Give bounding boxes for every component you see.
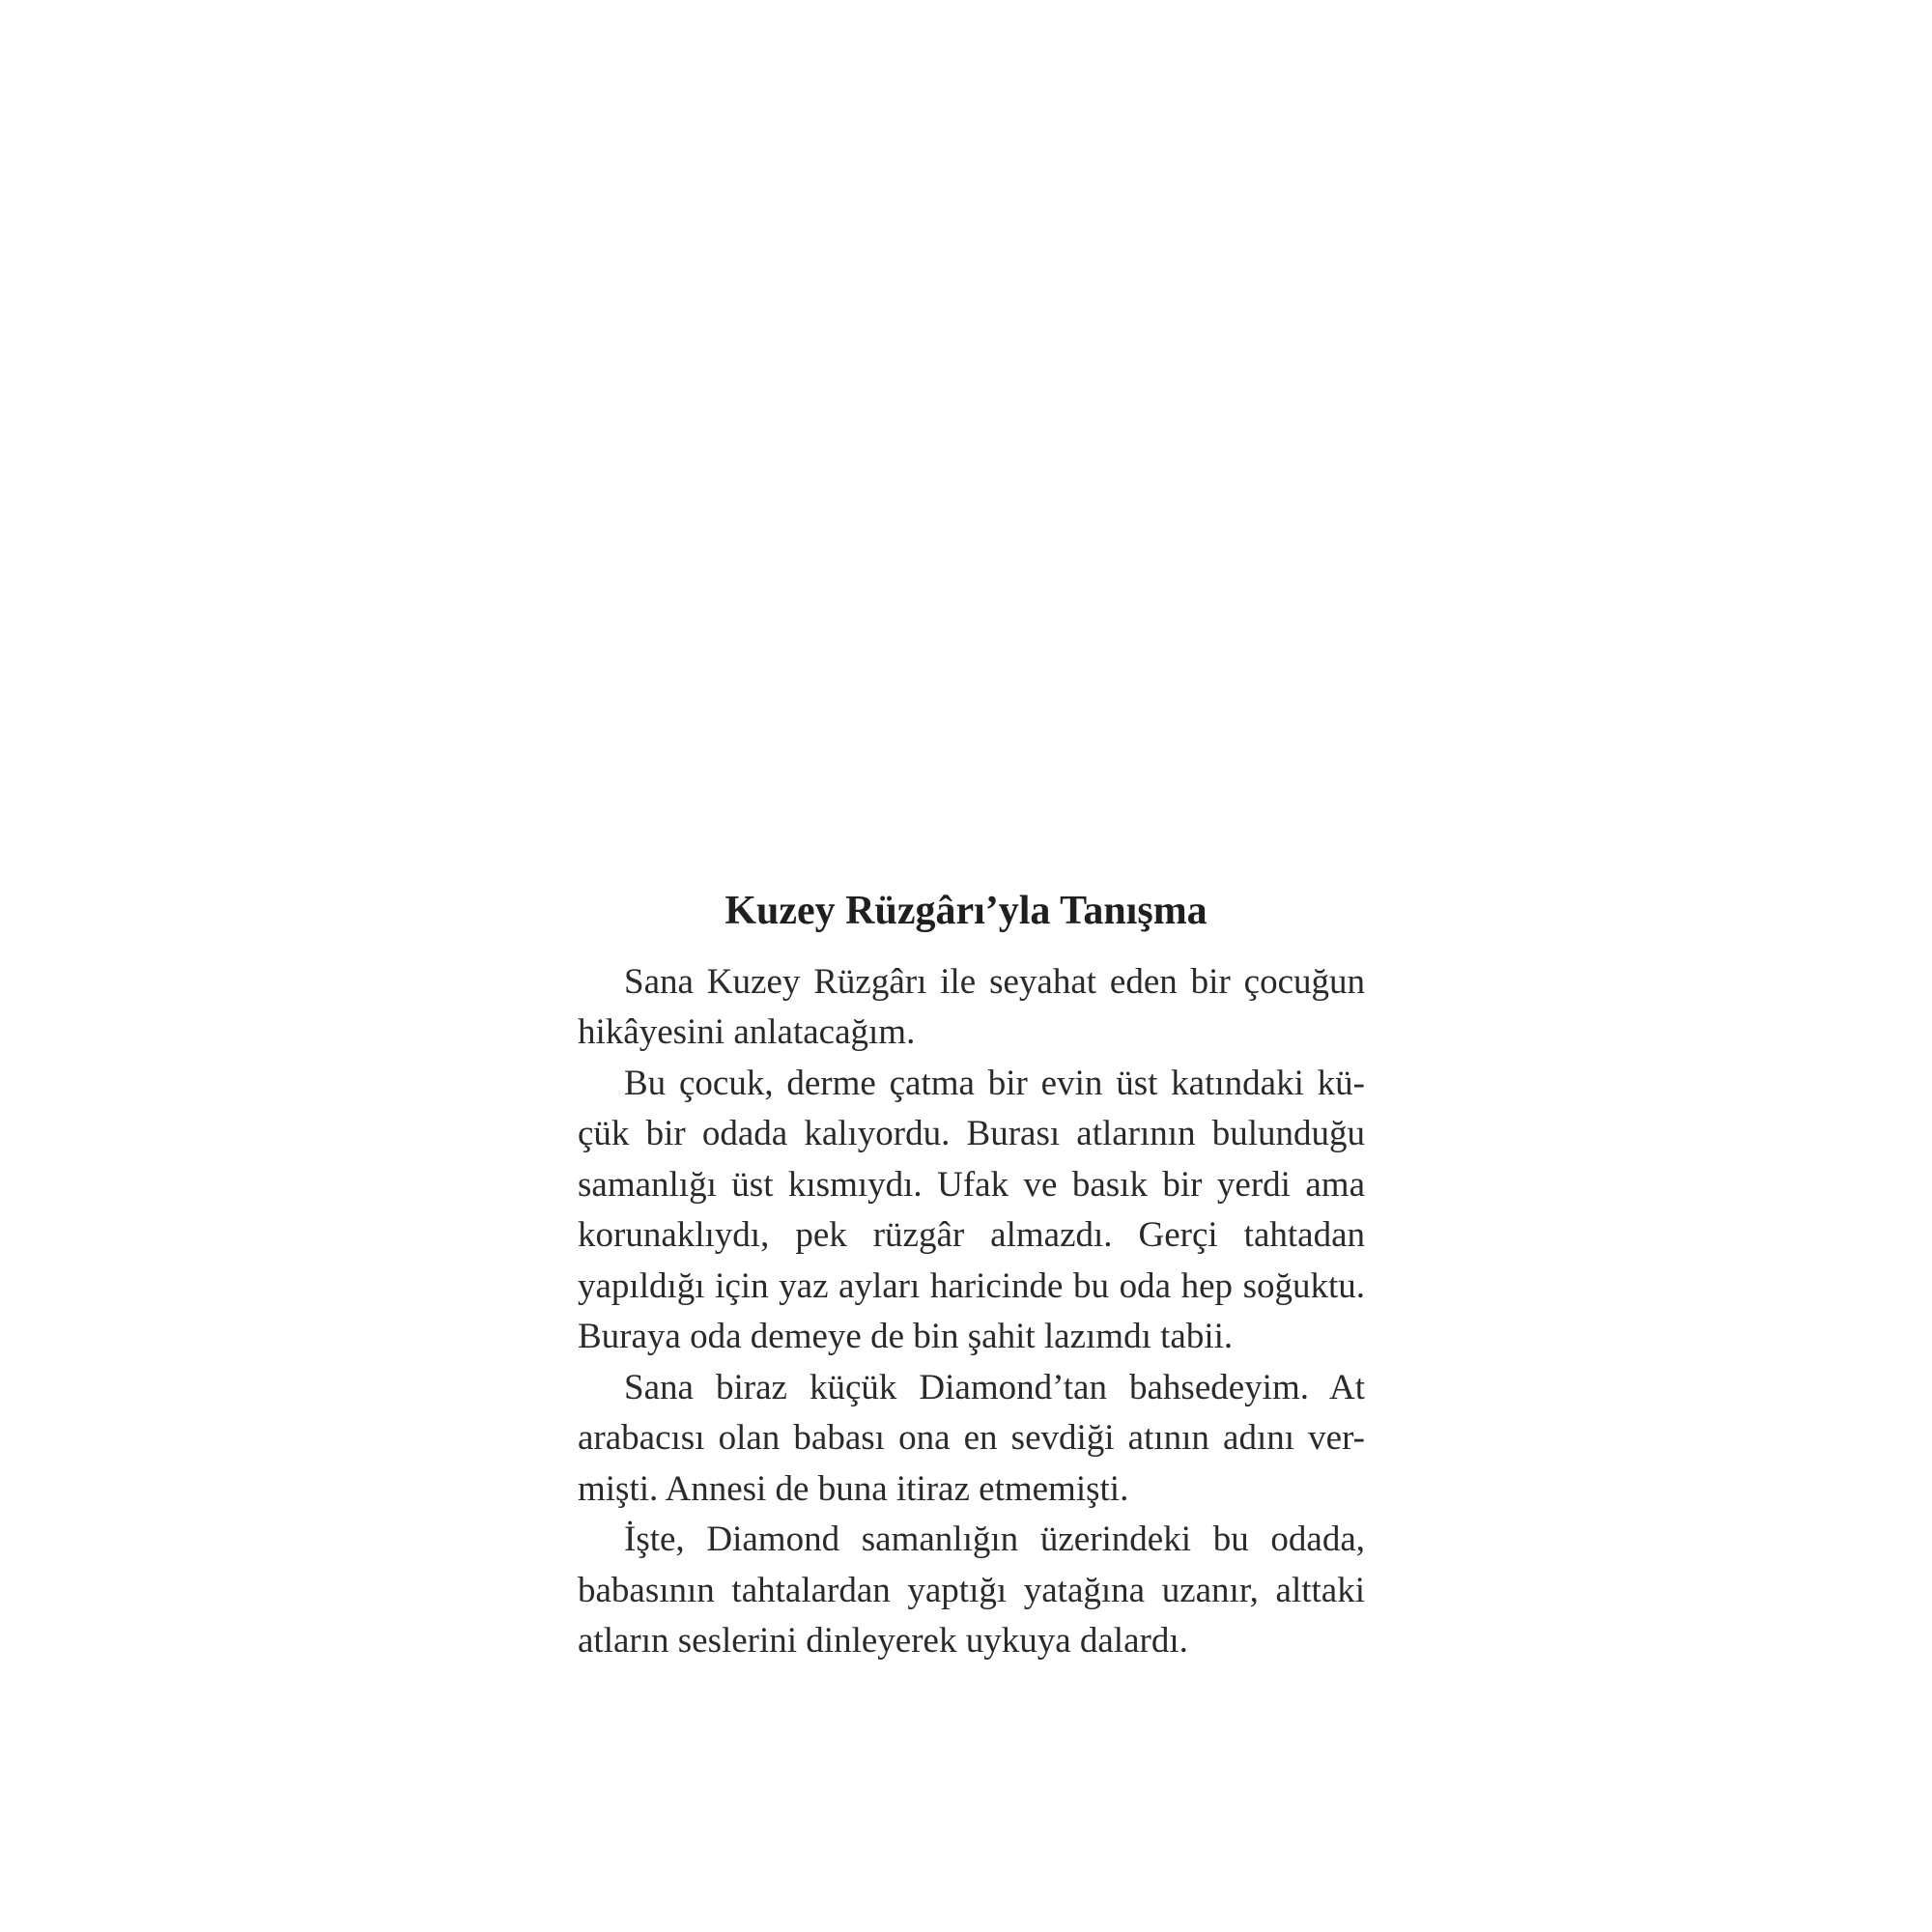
text-line: çük bir odada kalıyordu. Burası atlarının bulunduğu: [578, 1114, 1365, 1153]
text-line: babasının tahtalardan yaptığı yatağına uzanır, alttaki: [578, 1571, 1365, 1610]
chapter-title: Kuzey Rüzgârı’yla Tanışma: [724, 889, 1208, 933]
text-line: İşte, Diamond samanlığın üzerindeki bu odada,: [624, 1520, 1365, 1559]
text-line: yapıldığı için yaz ayları haricinde bu oda hep soğuktu.: [578, 1266, 1365, 1306]
text-line: mişti. Annesi de buna itiraz etmemişti.: [578, 1469, 1129, 1509]
text-line: samanlığı üst kısmıydı. Ufak ve basık bir yerdi ama: [578, 1165, 1365, 1205]
text-line: arabacısı olan babası ona en sevdiği atının adını ver-: [578, 1418, 1365, 1458]
text-line: Sana Kuzey Rüzgârı ile seyahat eden bir çocuğun: [624, 962, 1365, 1002]
text-line: Bu çocuk, derme çatma bir evin üst katındaki kü-: [624, 1064, 1365, 1103]
text-line: Sana biraz küçük Diamond’tan bahsedeyim. At: [624, 1368, 1365, 1407]
text-line: hikâyesini anlatacağım.: [578, 1012, 916, 1052]
text-line: atların seslerini dinleyerek uykuya dalardı.: [578, 1621, 1188, 1661]
text-line: korunaklıydı, pek rüzgâr almazdı. Gerçi tahtadan: [578, 1215, 1365, 1255]
text-line: Buraya oda demeye de bin şahit lazımdı tabii.: [578, 1317, 1234, 1356]
